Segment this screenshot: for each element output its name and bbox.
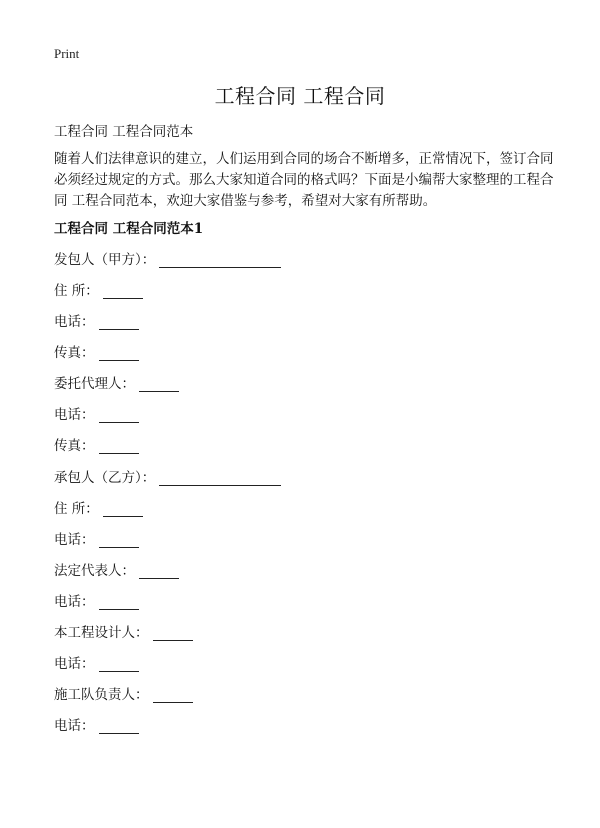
form-field: [54, 528, 139, 548]
form-field: [54, 310, 139, 330]
field-label: 电话：: [54, 407, 95, 423]
form-field: [54, 248, 281, 268]
blank-fill-line: [99, 719, 139, 734]
field-label: 电话：: [54, 314, 95, 330]
blank-fill-line: [99, 595, 139, 610]
field-label: 传真：: [54, 438, 95, 454]
blank-fill-line: [99, 315, 139, 330]
blank-fill-line: [99, 533, 139, 548]
field-label: 承包人（乙方）：: [54, 470, 156, 486]
field-label: 本工程设计人：: [54, 625, 149, 641]
field-label: 电话：: [54, 532, 95, 548]
field-label: 电话：: [54, 656, 95, 672]
blank-fill-line: [153, 688, 193, 703]
blank-fill-line: [103, 284, 143, 299]
form-field: [54, 559, 179, 579]
blank-fill-line: [139, 377, 179, 392]
form-field: [54, 466, 281, 486]
form-field: [54, 497, 143, 517]
field-label: 法定代表人：: [54, 563, 135, 579]
form-field: [54, 590, 139, 610]
blank-fill-line: [99, 657, 139, 672]
form-field: [54, 621, 193, 641]
blank-fill-line: [99, 408, 139, 423]
blank-fill-line: [99, 439, 139, 454]
form-field: [54, 279, 143, 299]
form-field: [54, 403, 139, 423]
blank-fill-line: [103, 502, 143, 517]
form-field: [54, 372, 179, 392]
form-field: [54, 652, 139, 672]
field-label: 住 所：: [54, 283, 99, 299]
form-field: [54, 434, 139, 454]
field-label: 电话：: [54, 594, 95, 610]
field-label: 施工队负责人：: [54, 687, 149, 703]
field-label: 传真：: [54, 345, 95, 361]
form-field: [54, 683, 193, 703]
blank-fill-line: [159, 471, 281, 486]
field-label: 电话：: [54, 718, 95, 734]
field-label: 住 所：: [54, 501, 99, 517]
blank-fill-line: [139, 564, 179, 579]
blank-fill-line: [153, 626, 193, 641]
section-title: 工程合同 工程合同范本1: [54, 221, 204, 237]
intro-paragraph: 随着人们法律意识的建立，人们运用到合同的场合不断增多，正常情况下，签订合同必须经过规定的方式。那么大家知道合同的格式吗？下面是小编帮大家整理的工程合同 工程合同范本，欢迎大家借鉴与参考，希望对大家有所帮助。: [54, 151, 554, 209]
field-label: 发包人（甲方）：: [54, 252, 156, 268]
document-title: 工程合同 工程合同: [214, 84, 386, 108]
blank-fill-line: [99, 346, 139, 361]
field-label: 委托代理人：: [54, 376, 135, 392]
form-field: [54, 341, 139, 361]
blank-fill-line: [159, 253, 281, 268]
form-field: [54, 714, 139, 734]
print-link[interactable]: Print: [54, 46, 80, 61]
document-subtitle: 工程合同 工程合同范本: [54, 124, 194, 140]
